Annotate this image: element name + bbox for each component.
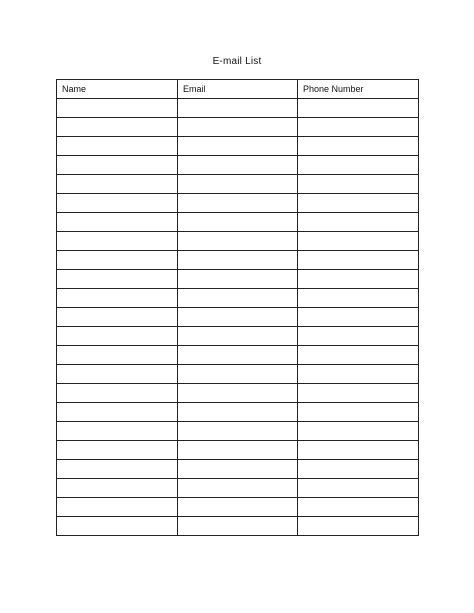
table-row — [57, 517, 419, 536]
email-cell[interactable] — [178, 156, 298, 175]
name-cell[interactable] — [57, 517, 178, 536]
table-row — [57, 99, 419, 118]
name-cell[interactable] — [57, 460, 178, 479]
email-cell[interactable] — [178, 460, 298, 479]
phone-number-cell[interactable] — [298, 441, 419, 460]
email-cell[interactable] — [178, 118, 298, 137]
email-cell[interactable] — [178, 479, 298, 498]
email-cell[interactable] — [178, 441, 298, 460]
table-row — [57, 365, 419, 384]
column-header-email: Email — [178, 80, 298, 99]
name-cell[interactable] — [57, 346, 178, 365]
email-cell[interactable] — [178, 365, 298, 384]
email-cell[interactable] — [178, 384, 298, 403]
email-cell[interactable] — [178, 517, 298, 536]
table-row — [57, 384, 419, 403]
table-row — [57, 118, 419, 137]
table-row — [57, 289, 419, 308]
name-cell[interactable] — [57, 479, 178, 498]
phone-number-cell[interactable] — [298, 365, 419, 384]
email-cell[interactable] — [178, 403, 298, 422]
email-cell[interactable] — [178, 232, 298, 251]
table-row — [57, 422, 419, 441]
column-header-name: Name — [57, 80, 178, 99]
phone-number-cell[interactable] — [298, 479, 419, 498]
column-header-phone-number: Phone Number — [298, 80, 419, 99]
email-cell[interactable] — [178, 346, 298, 365]
name-cell[interactable] — [57, 289, 178, 308]
name-cell[interactable] — [57, 175, 178, 194]
name-cell[interactable] — [57, 118, 178, 137]
table-body — [57, 99, 419, 536]
email-cell[interactable] — [178, 422, 298, 441]
email-cell[interactable] — [178, 308, 298, 327]
phone-number-cell[interactable] — [298, 194, 419, 213]
phone-number-cell[interactable] — [298, 118, 419, 137]
name-cell[interactable] — [57, 270, 178, 289]
email-cell[interactable] — [178, 213, 298, 232]
name-cell[interactable] — [57, 137, 178, 156]
table-row — [57, 498, 419, 517]
phone-number-cell[interactable] — [298, 175, 419, 194]
phone-number-cell[interactable] — [298, 270, 419, 289]
phone-number-cell[interactable] — [298, 327, 419, 346]
name-cell[interactable] — [57, 232, 178, 251]
phone-number-cell[interactable] — [298, 308, 419, 327]
name-cell[interactable] — [57, 194, 178, 213]
name-cell[interactable] — [57, 156, 178, 175]
phone-number-cell[interactable] — [298, 251, 419, 270]
name-cell[interactable] — [57, 251, 178, 270]
phone-number-cell[interactable] — [298, 498, 419, 517]
phone-number-cell[interactable] — [298, 403, 419, 422]
phone-number-cell[interactable] — [298, 99, 419, 118]
table-row — [57, 441, 419, 460]
table-row — [57, 346, 419, 365]
email-cell[interactable] — [178, 99, 298, 118]
phone-number-cell[interactable] — [298, 517, 419, 536]
table-row — [57, 156, 419, 175]
table-row — [57, 460, 419, 479]
phone-number-cell[interactable] — [298, 422, 419, 441]
table-row — [57, 270, 419, 289]
name-cell[interactable] — [57, 308, 178, 327]
table-row — [57, 137, 419, 156]
email-cell[interactable] — [178, 270, 298, 289]
email-list-table — [56, 79, 419, 536]
email-cell[interactable] — [178, 175, 298, 194]
name-cell[interactable] — [57, 99, 178, 118]
phone-number-cell[interactable] — [298, 289, 419, 308]
table-header-row — [57, 80, 419, 99]
name-cell[interactable] — [57, 365, 178, 384]
phone-number-cell[interactable] — [298, 213, 419, 232]
email-cell[interactable] — [178, 289, 298, 308]
email-cell[interactable] — [178, 194, 298, 213]
name-cell[interactable] — [57, 422, 178, 441]
email-cell[interactable] — [178, 137, 298, 156]
phone-number-cell[interactable] — [298, 232, 419, 251]
table-row — [57, 194, 419, 213]
email-cell[interactable] — [178, 327, 298, 346]
name-cell[interactable] — [57, 441, 178, 460]
phone-number-cell[interactable] — [298, 384, 419, 403]
table-row — [57, 327, 419, 346]
email-cell[interactable] — [178, 498, 298, 517]
page-title: E-mail List — [212, 56, 262, 67]
table-row — [57, 479, 419, 498]
name-cell[interactable] — [57, 384, 178, 403]
table-row — [57, 213, 419, 232]
phone-number-cell[interactable] — [298, 460, 419, 479]
phone-number-cell[interactable] — [298, 156, 419, 175]
email-cell[interactable] — [178, 251, 298, 270]
table-row — [57, 403, 419, 422]
name-cell[interactable] — [57, 327, 178, 346]
phone-number-cell[interactable] — [298, 346, 419, 365]
phone-number-cell[interactable] — [298, 137, 419, 156]
name-cell[interactable] — [57, 213, 178, 232]
name-cell[interactable] — [57, 498, 178, 517]
table-row — [57, 251, 419, 270]
table-row — [57, 308, 419, 327]
table-row — [57, 175, 419, 194]
table-row — [57, 232, 419, 251]
name-cell[interactable] — [57, 403, 178, 422]
